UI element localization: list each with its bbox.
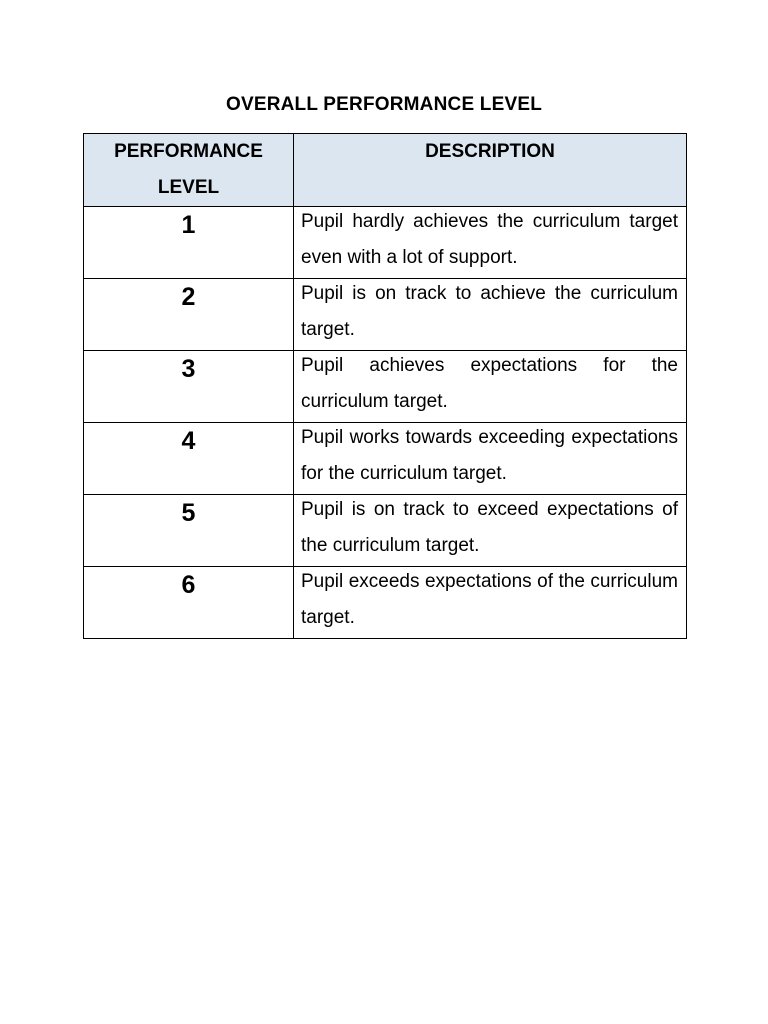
- level-number: 6: [181, 571, 196, 599]
- table-header-row: [84, 134, 687, 207]
- description-cell: [294, 351, 687, 423]
- description-cell: [294, 495, 687, 567]
- level-number: 5: [181, 499, 196, 527]
- header-performance-level: [84, 134, 294, 207]
- table-row: [84, 279, 687, 351]
- level-description: Pupil works towards exceeding expectations for the curriculum target.: [301, 427, 678, 484]
- page-title: OVERALL PERFORMANCE LEVEL: [225, 94, 543, 115]
- table-row: [84, 495, 687, 567]
- level-number: 2: [181, 283, 196, 311]
- level-number: 3: [181, 355, 196, 383]
- level-cell: [84, 351, 294, 423]
- level-number: 4: [181, 427, 196, 455]
- level-cell: [84, 279, 294, 351]
- level-description: Pupil achieves expectations for the curriculum target.: [301, 355, 678, 412]
- header-performance-level-label: PERFORMANCE LEVEL: [114, 141, 263, 198]
- table-row: [84, 207, 687, 279]
- level-description: Pupil hardly achieves the curriculum target even with a lot of support.: [301, 211, 678, 268]
- description-cell: [294, 207, 687, 279]
- level-cell: [84, 567, 294, 639]
- table-row: [84, 567, 687, 639]
- header-description: [294, 134, 687, 207]
- level-cell: [84, 207, 294, 279]
- description-cell: [294, 279, 687, 351]
- level-cell: [84, 495, 294, 567]
- level-description: Pupil is on track to achieve the curriculum target.: [301, 283, 678, 340]
- table-row: [84, 423, 687, 495]
- level-cell: [84, 423, 294, 495]
- performance-level-table: [83, 133, 687, 639]
- level-description: Pupil is on track to exceed expectations of the curriculum target.: [301, 499, 678, 556]
- header-description-label: DESCRIPTION: [425, 141, 555, 162]
- table-row: [84, 351, 687, 423]
- description-cell: [294, 567, 687, 639]
- level-description: Pupil exceeds expectations of the curriculum target.: [301, 571, 678, 628]
- description-cell: [294, 423, 687, 495]
- level-number: 1: [181, 211, 196, 239]
